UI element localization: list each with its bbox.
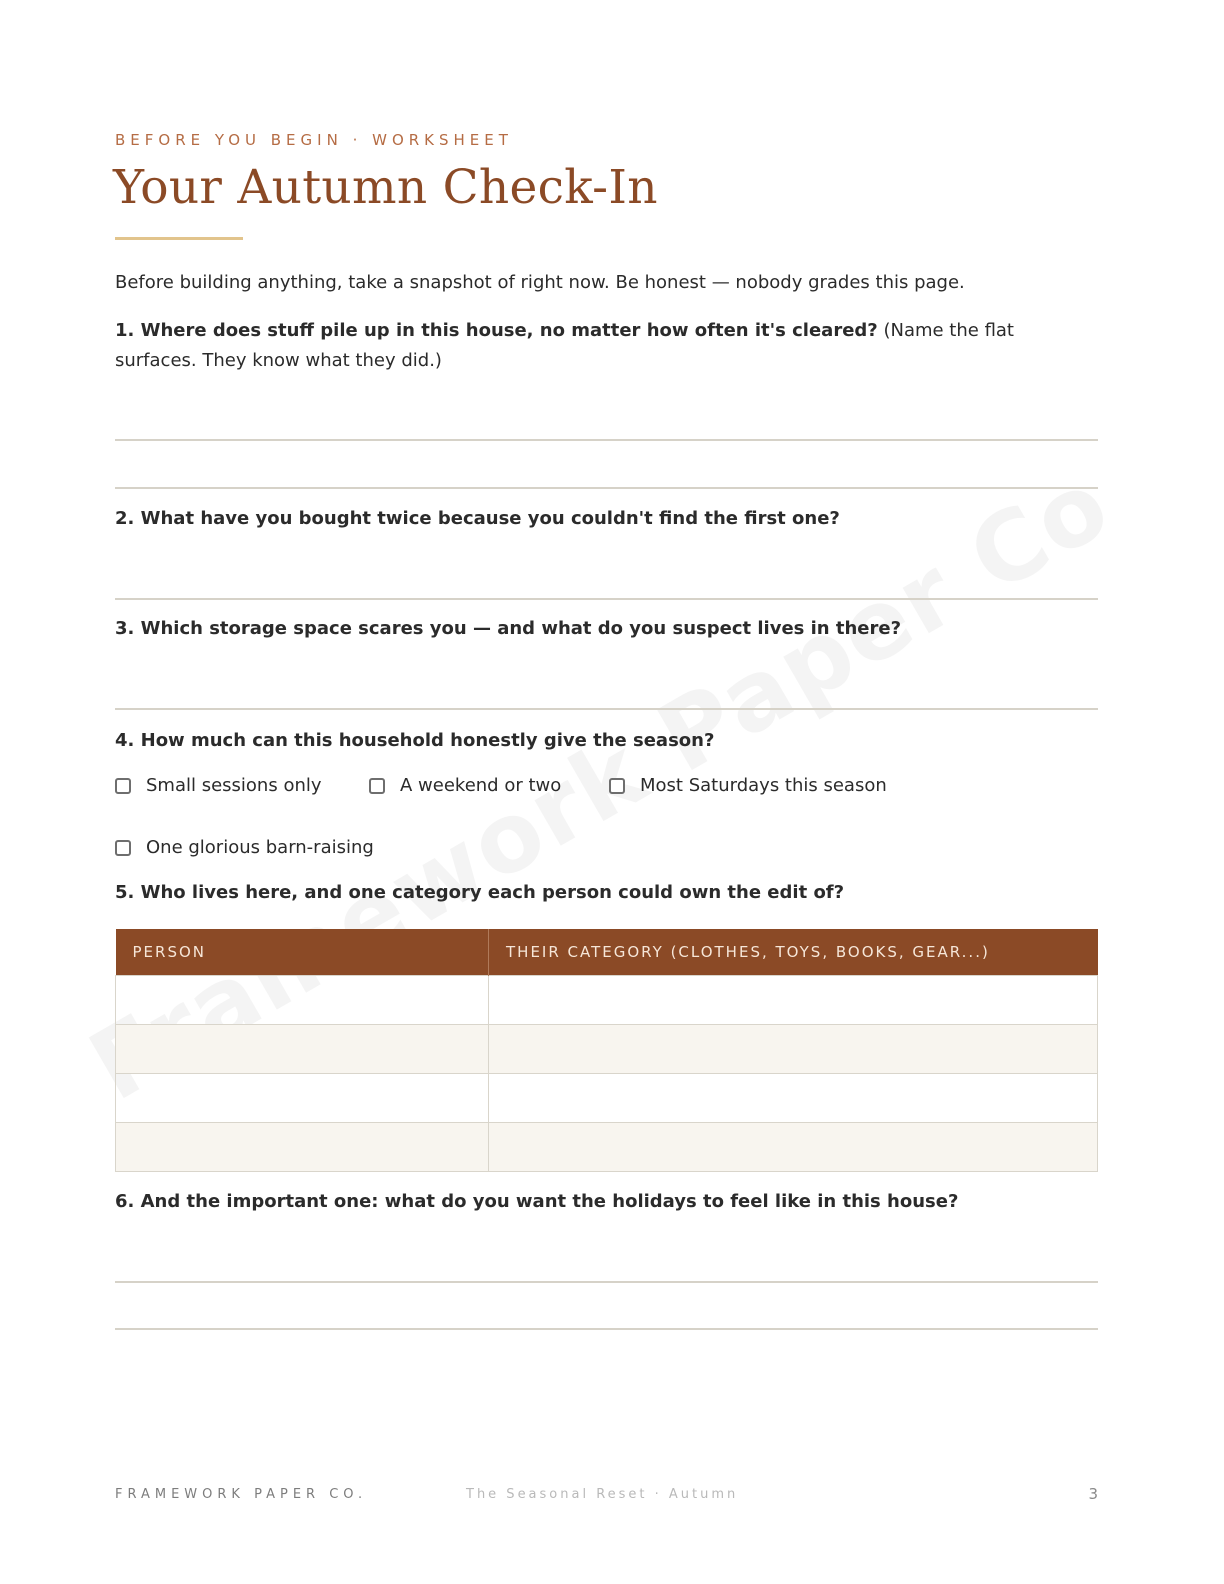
option-most-saturdays[interactable] (609, 775, 887, 796)
question-4-label: 4. How much can this household honestly give the season? (115, 730, 715, 751)
person-cell[interactable] (116, 1123, 489, 1172)
option-label: Small sessions only (146, 775, 322, 796)
option-label: A weekend or two (400, 775, 562, 796)
section-eyebrow: BEFORE YOU BEGIN · WORKSHEET (115, 131, 513, 149)
question-5-label: 5. Who lives here, and one category each person could own the edit of? (115, 882, 845, 903)
option-weekend[interactable] (369, 775, 561, 796)
header-category: THEIR CATEGORY (CLOTHES, TOYS, BOOKS, GEAR...) (489, 929, 1098, 976)
intro-text: Before building anything, take a snapshot of right now. Be honest — nobody grades this page. (115, 272, 965, 293)
checkbox[interactable] (115, 840, 131, 856)
table-row (116, 1025, 1098, 1074)
table-row (116, 1123, 1098, 1172)
category-cell[interactable] (489, 1025, 1098, 1074)
person-cell[interactable] (116, 976, 489, 1025)
checkbox[interactable] (609, 778, 625, 794)
category-cell[interactable] (489, 1123, 1098, 1172)
table-row (116, 976, 1098, 1025)
option-label: Most Saturdays this season (640, 775, 887, 796)
footer-brand: FRAMEWORK PAPER CO. (115, 1487, 368, 1502)
category-cell[interactable] (489, 1074, 1098, 1123)
checkbox[interactable] (369, 778, 385, 794)
person-cell[interactable] (116, 1025, 489, 1074)
option-barn-raising[interactable] (115, 837, 374, 858)
option-small-sessions[interactable] (115, 775, 322, 796)
answer-line-3[interactable] (115, 708, 1098, 710)
question-6-label: 6. And the important one: what do you want the holidays to feel like in this house? (115, 1191, 959, 1212)
answer-line-1a[interactable] (115, 439, 1098, 441)
question-1-note: (Name the flat surfaces. They know what they did.) (115, 320, 1014, 371)
category-cell[interactable] (489, 976, 1098, 1025)
question-3-label: 3. Which storage space scares you — and what do you suspect lives in there? (115, 618, 902, 639)
table-header-row (116, 929, 1098, 976)
page-title: Your Autumn Check-In (113, 160, 658, 215)
option-label: One glorious barn-raising (146, 837, 374, 858)
answer-line-1b[interactable] (115, 487, 1098, 489)
header-person: PERSON (116, 929, 489, 976)
household-table (115, 929, 1098, 1172)
checkbox[interactable] (115, 778, 131, 794)
person-cell[interactable] (116, 1074, 489, 1123)
title-underline (115, 237, 243, 240)
footer-series: The Seasonal Reset · Autumn (466, 1487, 739, 1502)
table-row (116, 1074, 1098, 1123)
question-1-label: 1. Where does stuff pile up in this house, no matter how often it's cleared? (115, 320, 878, 341)
question-1 (115, 316, 1098, 376)
page-number: 3 (1088, 1485, 1098, 1503)
answer-line-6a[interactable] (115, 1281, 1098, 1283)
answer-line-6b[interactable] (115, 1328, 1098, 1330)
answer-line-2[interactable] (115, 598, 1098, 600)
question-2-label: 2. What have you bought twice because you couldn't find the first one? (115, 508, 840, 529)
